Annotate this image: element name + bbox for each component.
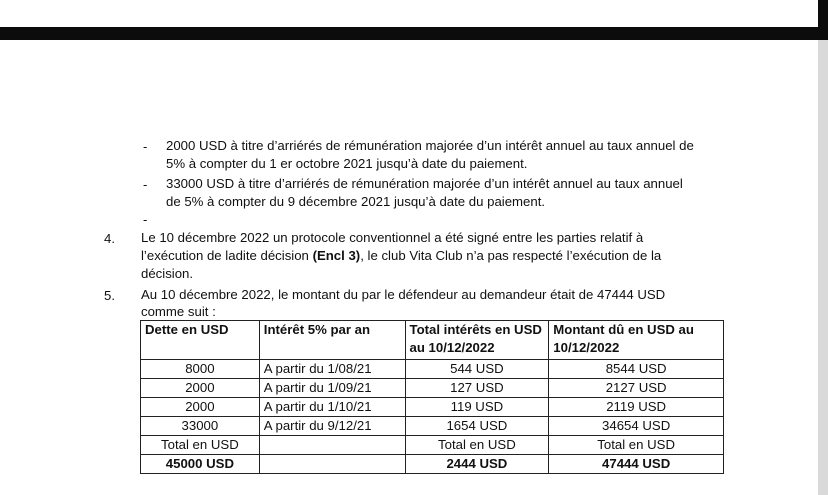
table-cell: A partir du 1/10/21 <box>259 398 405 417</box>
table-cell: 34654 USD <box>549 417 724 436</box>
header-cell: Montant dû en USD au 10/12/2022 <box>549 321 724 360</box>
bullet-1-line-1: 2000 USD à titre d’arriérés de rémunération majorée d’un intérêt annuel au taux annuel de <box>166 138 694 153</box>
table-cell: Total en USD <box>405 436 549 455</box>
table-cell: A partir du 9/12/21 <box>259 417 405 436</box>
bullet-dash: - <box>143 139 148 154</box>
bullet-2-line-1: 33000 USD à titre d’arriérés de rémunération majorée d’un intérêt annuel au taux annuel <box>166 176 683 191</box>
item-4-line-1: Le 10 décembre 2022 un protocole conventionnel a été signé entre les parties relatif à <box>141 230 644 245</box>
table-cell: Total en USD <box>141 436 260 455</box>
table-cell: A partir du 1/09/21 <box>259 379 405 398</box>
table-cell: 544 USD <box>405 360 549 379</box>
header-cell: Intérêt 5% par an <box>259 321 405 360</box>
item-5-line-2: comme suit : <box>141 304 216 319</box>
table-cell <box>259 436 405 455</box>
item-5-line-1: Au 10 décembre 2022, le montant du par le défendeur au demandeur était de 47444 USD <box>141 287 666 302</box>
table-cell: 33000 <box>141 417 260 436</box>
table-cell: 2119 USD <box>549 398 724 417</box>
item-4-text-b: , le club Vita Club n’a pas respecté l’exécution de la <box>360 248 662 263</box>
table-cell <box>259 455 405 474</box>
bullet-1-line-2: 5% à compter du 1 er octobre 2021 jusqu’à date du paiement. <box>166 156 528 171</box>
page-edge-shadow <box>818 40 828 495</box>
table-row <box>141 398 724 417</box>
header-cell: Total intérêts en USD au 10/12/2022 <box>405 321 549 360</box>
item-4-line-3: décision. <box>141 266 194 281</box>
table-total-row <box>141 455 724 474</box>
table-cell: 8000 <box>141 360 260 379</box>
item-number: 4. <box>104 231 115 246</box>
table-cell: 127 USD <box>405 379 549 398</box>
table-cell: 2000 <box>141 379 260 398</box>
table-cell: 119 USD <box>405 398 549 417</box>
table-row <box>141 436 724 455</box>
table-cell: 8544 USD <box>549 360 724 379</box>
table-cell: 1654 USD <box>405 417 549 436</box>
debt-table <box>140 320 724 474</box>
bullet-2-line-2: de 5% à compter du 9 décembre 2021 jusqu’à date du paiement. <box>166 194 546 209</box>
table-row <box>141 360 724 379</box>
item-number: 5. <box>104 288 115 303</box>
header-cell: Dette en USD <box>141 321 260 360</box>
table-cell: 2444 USD <box>405 455 549 474</box>
table-header-row <box>141 321 724 360</box>
item-4-text-a: l’exécution de ladite décision <box>141 248 313 263</box>
enclosure-reference: (Encl 3) <box>312 248 361 263</box>
table-cell: 47444 USD <box>549 455 724 474</box>
bullet-dash: - <box>143 177 148 192</box>
bullet-dash: - <box>143 212 148 227</box>
item-4-line-2 <box>141 247 661 265</box>
table-cell: 45000 USD <box>141 455 260 474</box>
previous-page-bottom <box>0 0 818 27</box>
table-row <box>141 379 724 398</box>
table-cell: 2127 USD <box>549 379 724 398</box>
table-cell: 2000 <box>141 398 260 417</box>
table-row <box>141 417 724 436</box>
table-cell: A partir du 1/08/21 <box>259 360 405 379</box>
table-cell: Total en USD <box>549 436 724 455</box>
